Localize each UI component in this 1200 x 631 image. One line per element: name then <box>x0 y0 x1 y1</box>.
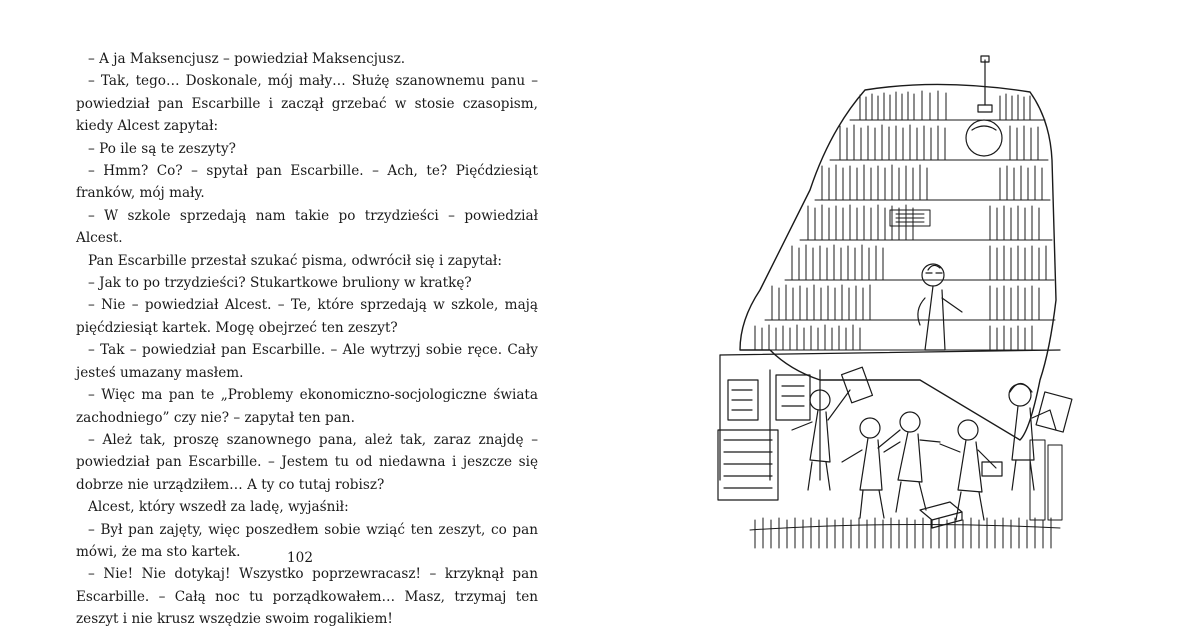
paragraph: – Hmm? Co? – spytał pan Escarbille. – Ach, te? Pięćdziesiąt franków, mój mały. <box>76 163 538 202</box>
paragraph: – Tak – powiedział pan Escarbille. – Ale wytrzyj sobie ręce. Cały jesteś umazany masłem. <box>76 342 538 381</box>
paragraph: – Nie! Nie dotykaj! Wszystko poprzewracasz! – krzyknął pan Escarbille. – Całą noc tu porządkowałem… Masz, trzymaj ten zeszyt i nie krusz wszędzie swoim rogalikiem! <box>76 566 538 628</box>
paragraph: Alcest, który wszedł za ladę, wyjaśnił: <box>88 499 349 516</box>
page-number: 102 <box>287 550 313 566</box>
bookshelf-icon <box>750 91 1055 350</box>
hanging-lamp-icon <box>966 56 1002 156</box>
paragraph: – Po ile są te zeszyty? <box>88 140 236 157</box>
shop-counter-icon <box>718 350 1060 500</box>
paragraph: – W szkole sprzedają nam takie po trzydzieści – powiedział Alcest. <box>76 207 538 247</box>
paragraph: – Jak to po trzydzieści? Stukartkowe bruliony w kratkę? <box>88 275 472 292</box>
shopkeeper-icon <box>918 264 962 350</box>
paragraph: – Był pan zajęty, więc poszedłem sobie wziąć ten zeszyt, co pan mówi, że ma sto kartek. <box>76 521 538 560</box>
paragraph: – Nie – powiedział Alcest. – Te, które sprzedają w szkole, mają pięćdziesiąt kartek. Mogę obejrzeć ten zeszyt? <box>76 297 538 336</box>
left-page <box>0 0 600 628</box>
story-text <box>76 48 538 631</box>
paragraph: – A ja Maksencjusz – powiedział Maksencjusz. <box>88 51 406 67</box>
paragraph: – Tak, tego… Doskonale, mój mały… Służę szanownemu panu – powiedział pan Escarbille i zaczął grzebać w stosie czasopism, kiedy Alcest zapytał: <box>76 73 538 135</box>
paragraph: – Ależ tak, proszę szanownego pana, ależ tak, zaraz znajdę – powiedział pan Escarbille. – Jestem tu od niedawna i jeszcze się dobrze nie urządziłem… A ty co tutaj robisz? <box>76 431 538 493</box>
bookshop-ink-drawing-icon <box>700 50 1110 550</box>
paragraph: – Więc ma pan te „Problemy ekonomiczno-socjologiczne świata zachodniego” czy nie? – zapytał ten pan. <box>76 387 538 426</box>
paragraph: Pan Escarbille przestał szukać pisma, odwrócił się i zapytał: <box>88 252 502 269</box>
bottom-bookshelf-icon <box>750 440 1062 548</box>
